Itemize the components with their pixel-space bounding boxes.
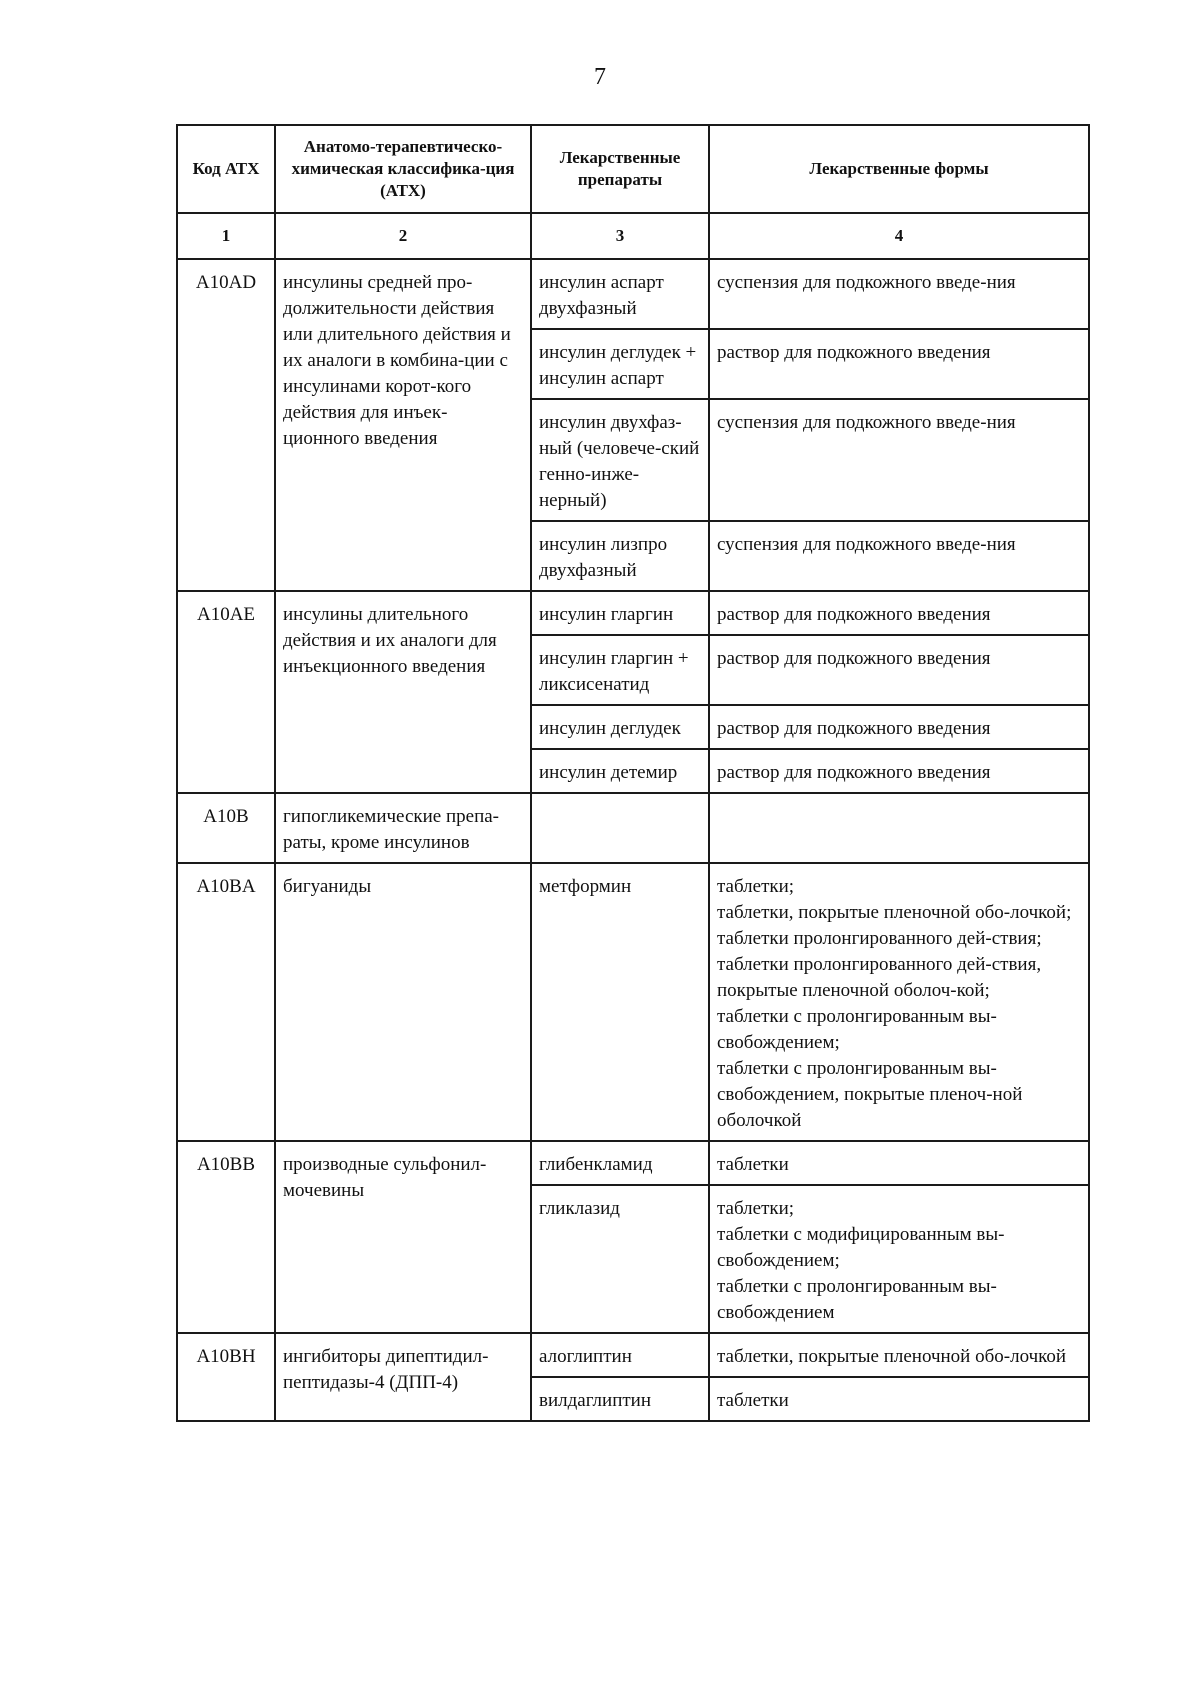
dosage-forms-cell bbox=[709, 329, 1089, 399]
dosage-forms-cell bbox=[709, 749, 1089, 793]
drug-name-cell: алоглиптин bbox=[531, 1333, 709, 1377]
dosage-forms-cell bbox=[709, 1185, 1089, 1333]
dosage-form: таблетки; bbox=[717, 876, 795, 897]
dosage-form: таблетки с пролонгированным вы-свобождением, покрытые пленоч-ной оболочкой bbox=[717, 1058, 1023, 1131]
dosage-form: таблетки с пролонгированным вы-свобождением; bbox=[717, 1006, 997, 1053]
classification-cell: ингибиторы дипептидил-пептидазы-4 (ДПП-4) bbox=[275, 1333, 531, 1421]
page-number: 7 bbox=[594, 64, 606, 90]
dosage-forms-cell bbox=[709, 1333, 1089, 1377]
atx-code-cell: A10BH bbox=[177, 1333, 275, 1421]
drug-name-cell: инсулин детемир bbox=[531, 749, 709, 793]
dosage-form: таблетки пролонгированного дей-ствия; bbox=[717, 928, 1042, 949]
drug-name-cell: метформин bbox=[531, 863, 709, 1141]
dosage-form: раствор для подкожного введения bbox=[717, 342, 991, 363]
dosage-form: таблетки bbox=[717, 1390, 789, 1411]
dosage-form: таблетки; bbox=[717, 1198, 795, 1219]
classification-cell: производные сульфонил-мочевины bbox=[275, 1141, 531, 1333]
header-row bbox=[177, 125, 1089, 213]
dosage-forms-cell bbox=[709, 399, 1089, 521]
dosage-forms-cell bbox=[709, 793, 1089, 863]
dosage-form: суспензия для подкожного введе-ния bbox=[717, 534, 1016, 555]
dosage-form: таблетки, покрытые пленочной обо-лочкой bbox=[717, 1346, 1067, 1367]
atx-code-cell: A10B bbox=[177, 793, 275, 863]
dosage-form: раствор для подкожного введения bbox=[717, 762, 991, 783]
drug-name-cell: инсулин гларгин + ликсисенатид bbox=[531, 635, 709, 705]
header-drugs: Лекарственные препараты bbox=[531, 125, 709, 213]
table-row bbox=[177, 259, 1089, 329]
drug-name-cell: инсулин деглудек + инсулин аспарт bbox=[531, 329, 709, 399]
dosage-form: раствор для подкожного введения bbox=[717, 718, 991, 739]
table-body bbox=[177, 259, 1089, 1421]
classification-cell: инсулины длительного действия и их аналоги для инъекционного введения bbox=[275, 591, 531, 793]
dosage-form: таблетки с модифицированным вы-свобождением; bbox=[717, 1224, 1005, 1271]
classification-cell: инсулины средней про-должительности действия или длительного действия и их аналоги в комбина-ции с инсулинами корот-кого действия для инъек-ционного введения bbox=[275, 259, 531, 591]
column-number: 1 bbox=[177, 213, 275, 259]
dosage-forms-cell bbox=[709, 1377, 1089, 1421]
dosage-forms-cell bbox=[709, 705, 1089, 749]
dosage-forms-cell bbox=[709, 863, 1089, 1141]
header-classification: Анатомо-терапевтическо-химическая классифика-ция (АТХ) bbox=[275, 125, 531, 213]
dosage-forms-cell bbox=[709, 1141, 1089, 1185]
drug-name-cell: инсулин двухфаз-ный (человече-ский генно-инже-нерный) bbox=[531, 399, 709, 521]
drug-name-cell: инсулин аспарт двухфазный bbox=[531, 259, 709, 329]
classification-cell: гипогликемические препа-раты, кроме инсулинов bbox=[275, 793, 531, 863]
atx-code-cell: A10BB bbox=[177, 1141, 275, 1333]
drug-name-cell: вилдаглиптин bbox=[531, 1377, 709, 1421]
column-number: 3 bbox=[531, 213, 709, 259]
column-number: 2 bbox=[275, 213, 531, 259]
table-row bbox=[177, 591, 1089, 635]
table-row bbox=[177, 1333, 1089, 1377]
dosage-forms-cell bbox=[709, 521, 1089, 591]
dosage-form: раствор для подкожного введения bbox=[717, 604, 991, 625]
table-row bbox=[177, 863, 1089, 1141]
table-row bbox=[177, 1141, 1089, 1185]
dosage-form: таблетки, покрытые пленочной обо-лочкой; bbox=[717, 902, 1072, 923]
dosage-forms-cell bbox=[709, 591, 1089, 635]
dosage-form: таблетки с пролонгированным вы-свобождением bbox=[717, 1276, 997, 1323]
header-forms: Лекарственные формы bbox=[709, 125, 1089, 213]
dosage-form: таблетки пролонгированного дей-ствия, покрытые пленочной оболоч-кой; bbox=[717, 954, 1042, 1001]
dosage-form: суспензия для подкожного введе-ния bbox=[717, 412, 1016, 433]
atx-code-cell: A10AE bbox=[177, 591, 275, 793]
dosage-form: таблетки bbox=[717, 1154, 789, 1175]
header-code: Код АТХ bbox=[177, 125, 275, 213]
drug-name-cell: инсулин гларгин bbox=[531, 591, 709, 635]
table-row bbox=[177, 793, 1089, 863]
atx-code-cell: A10BA bbox=[177, 863, 275, 1141]
dosage-form: раствор для подкожного введения bbox=[717, 648, 991, 669]
drug-name-cell: глибенкламид bbox=[531, 1141, 709, 1185]
drug-name-cell: гликлазид bbox=[531, 1185, 709, 1333]
drug-name-cell: инсулин лизпро двухфазный bbox=[531, 521, 709, 591]
column-number-row bbox=[177, 213, 1089, 259]
dosage-forms-cell bbox=[709, 635, 1089, 705]
drug-name-cell: инсулин деглудек bbox=[531, 705, 709, 749]
classification-cell: бигуаниды bbox=[275, 863, 531, 1141]
drug-name-cell bbox=[531, 793, 709, 863]
atx-code-cell: A10AD bbox=[177, 259, 275, 591]
atx-table bbox=[176, 124, 1090, 1422]
dosage-forms-cell bbox=[709, 259, 1089, 329]
column-number: 4 bbox=[709, 213, 1089, 259]
dosage-form: суспензия для подкожного введе-ния bbox=[717, 272, 1016, 293]
